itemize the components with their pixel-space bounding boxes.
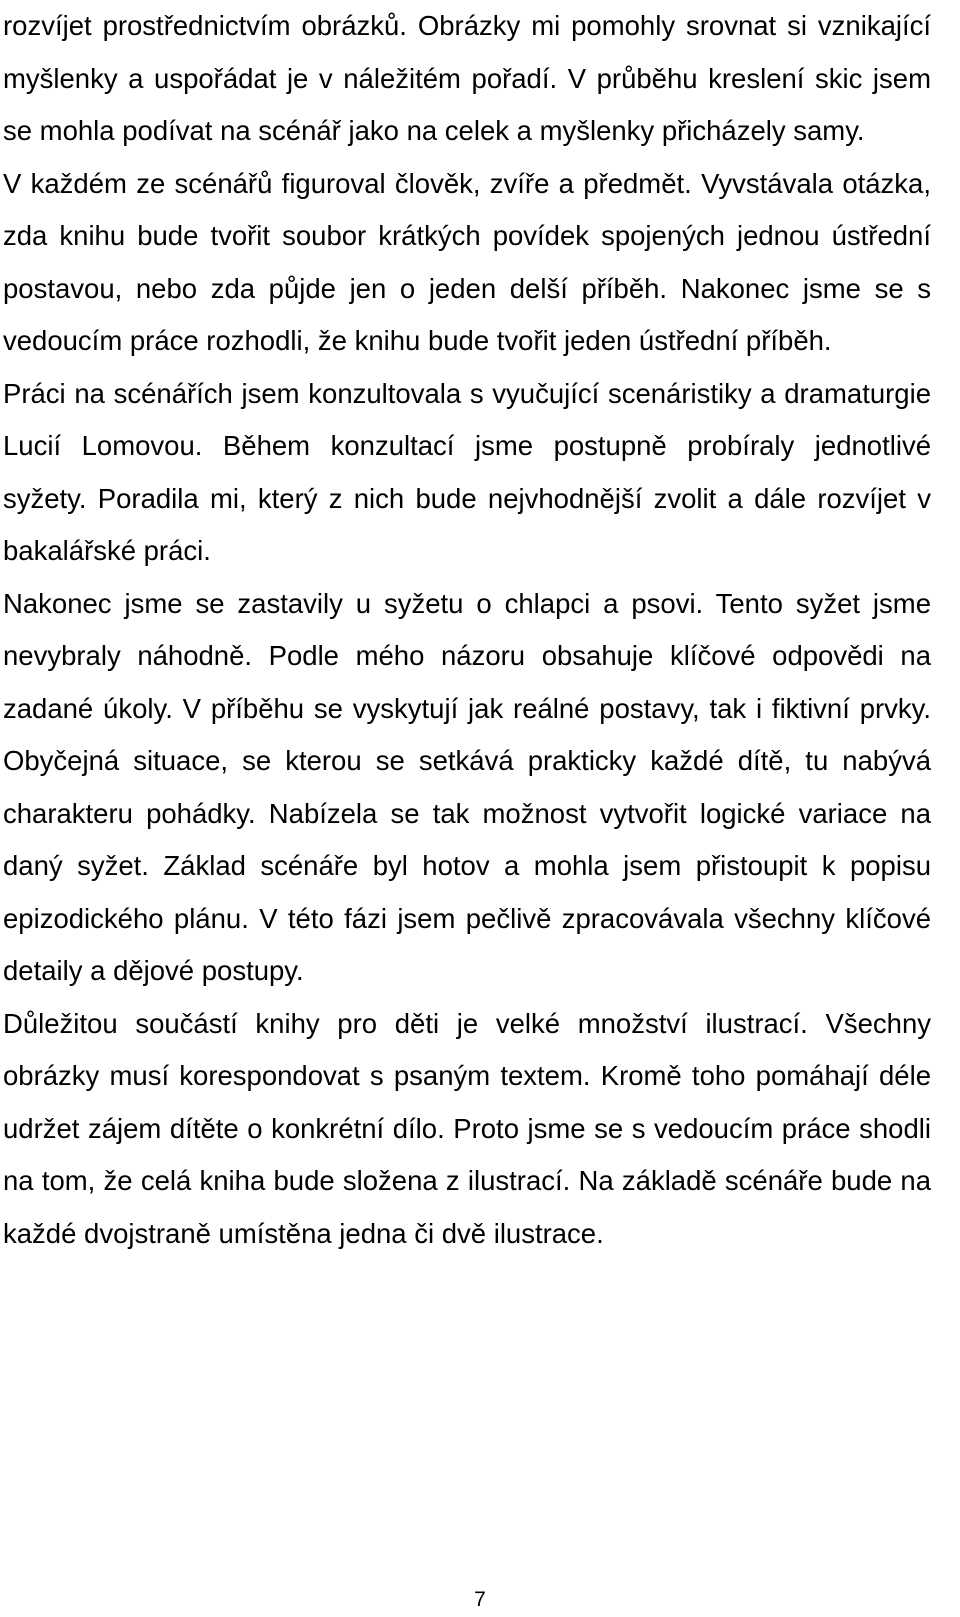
paragraph-1: rozvíjet prostřednictvím obrázků. Obrázky mi pomohly srovnat si vznikající myšlenky a uspořádat je v náležitém pořadí. V průběhu kreslení skic jsem se mohla podívat na scénář jako na celek a myšlenky přicházely samy.	[3, 10, 931, 146]
paragraph-3: Práci na scénářích jsem konzultovala s vyučující scenáristiky a dramaturgie Lucií Lomovou. Během konzultací jsme postupně probíraly jednotlivé syžety. Poradila mi, který z nich bude nejvhodnější zvolit a dále rozvíjet v bakalářské práci.	[3, 377, 931, 566]
paragraph-2: V každém ze scénářů figuroval člověk, zvíře a předmět. Vyvstávala otázka, zda knihu bude tvořit soubor krátkých povídek spojených jednou ústřední postavou, nebo zda půjde jen o jeden delší příběh. Nakonec jsme se s vedoucím práce rozhodli, že knihu bude tvořit jeden ústřední příběh.	[3, 167, 931, 356]
document-body	[3, 0, 931, 1260]
page-number: 7	[474, 1588, 486, 1611]
paragraph-4: Nakonec jsme se zastavily u syžetu o chlapci a psovi. Tento syžet jsme nevybraly náhodně. Podle mého názoru obsahuje klíčové odpovědi na zadané úkoly. V příběhu se vyskytují jak reálné postavy, tak i fiktivní prvky. Obyčejná situace, se kterou se setkává prakticky každé dítě, tu nabývá charakteru pohádky. Nabízela se tak možnost vytvořit logické variace na daný syžet. Základ scénáře byl hotov a mohla jsem přistoupit k popisu epizodického plánu. V této fázi jsem pečlivě zpracovávala všechny klíčové detaily a dějové postupy.	[3, 587, 931, 986]
paragraph-5: Důležitou součástí knihy pro děti je velké množství ilustrací. Všechny obrázky musí korespondovat s psaným textem. Kromě toho pomáhají déle udržet zájem dítěte o konkrétní dílo. Proto jsme se s vedoucím práce shodli na tom, že celá kniha bude složena z ilustrací. Na základě scénáře bude na každé dvojstraně umístěna jedna či dvě ilustrace.	[3, 1007, 931, 1249]
